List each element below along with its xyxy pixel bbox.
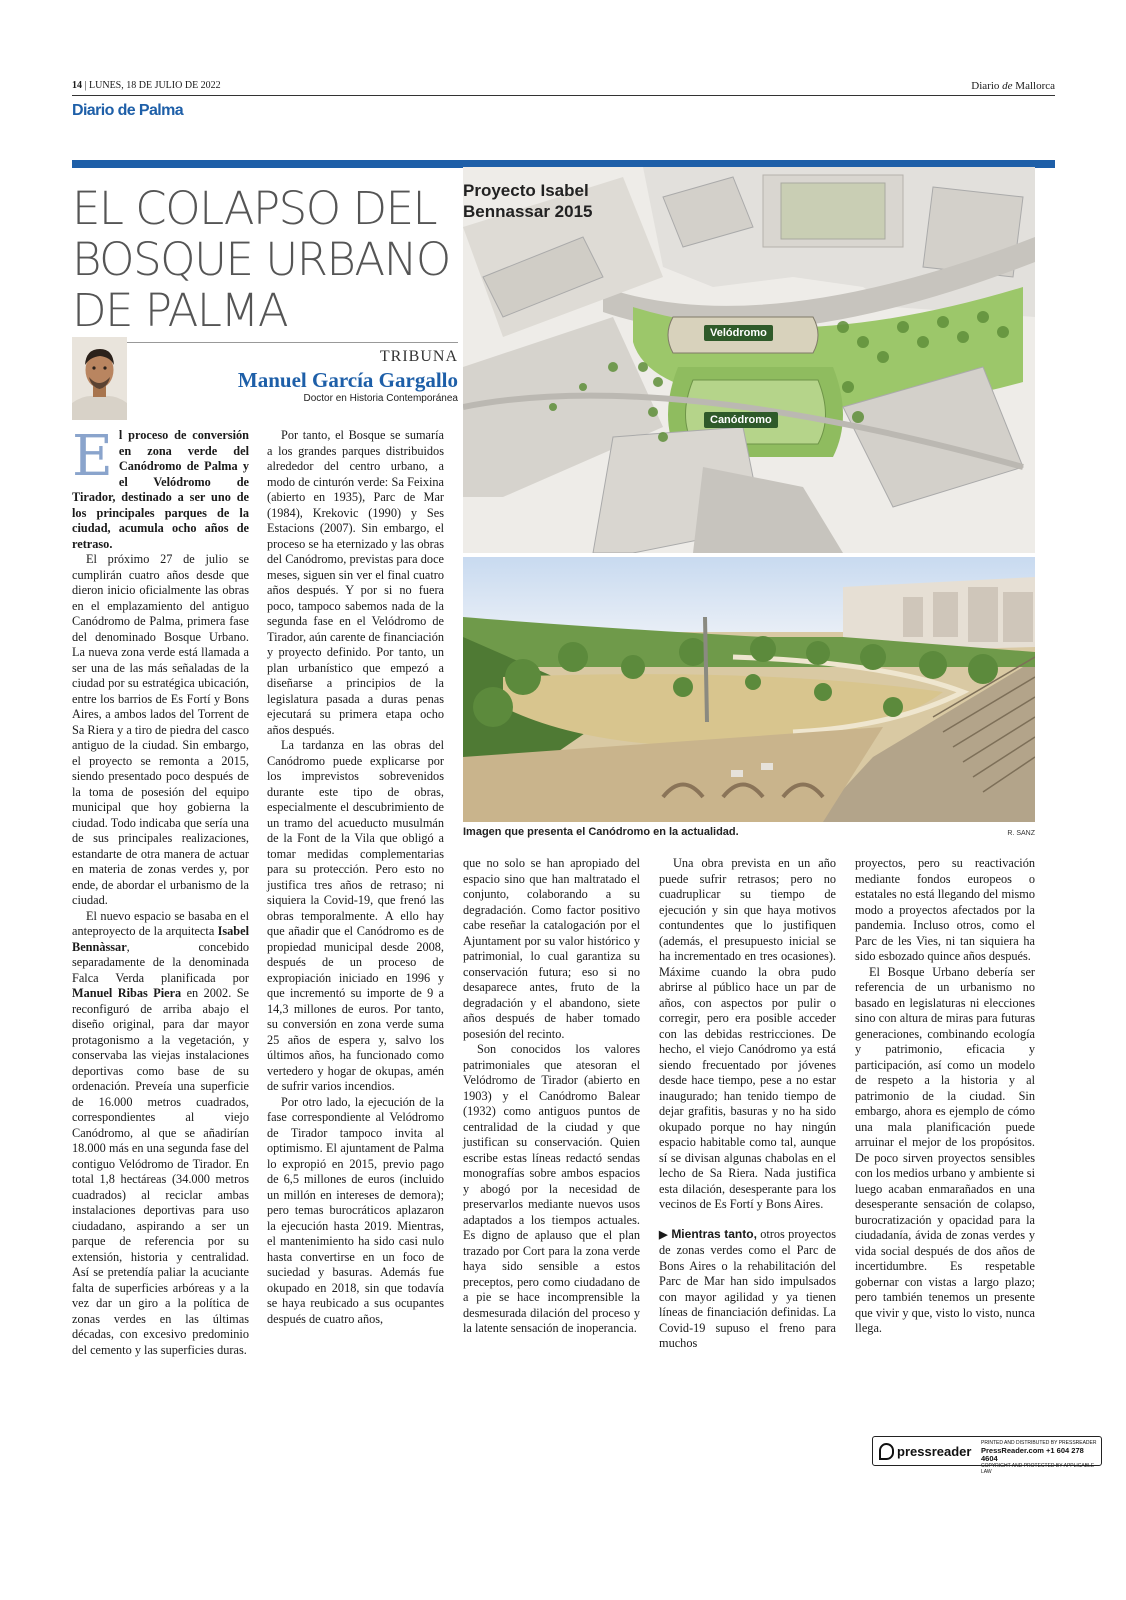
arrow-icon: ▶ (659, 1228, 668, 1241)
canodromo-label: Canódromo (704, 412, 778, 428)
article-paragraph: El nuevo espacio se basaba en el anteproyecto de la arquitecta Isabel Bennàssar, concebido separadamente de la denominada Falca Verda planificada por Manuel Ribas Piera en 2002. Se reconfiguró de arriba abajo el diseño original, para dar mayor protagonismo a la vegetación, y conservaba las viejas instalaciones deportivas como base de su ordenación. Preveía una superficie de 16.000 metros cuadrados, correspondientes al viejo Canódromo, al que se añadirían 18.000 más en una segunda fase del contiguo Velódromo de Tirador. En total 1,8 hectáreas (34.000 metros cuadrados) al reciclar ambas instalaciones deportivas para uso ciudadano, aspirando a ser un parque de referencia por su extensión, historia y centralidad. Así se pretendía paliar la acuciante falta de superficies arbóreas y a la vez dar un giro a la política de zonas verdes en las últimas décadas, con excesivo predominio del cemento y las superficies duras. (72, 908, 249, 1357)
article-paragraph: Son conocidos los valores patrimoniales que atesoran el Velódromo de Tirador (abierto en 1903) y el Canódromo Balear (1932) como antiguos puntos de centralidad de la ciudad y que justifican su conservación. Quien escribe estas líneas redactó sendas monografías sobre ambos espacios y abogó por la necesidad de preservarlos mediante nuevos usos adaptados a los tiempos actuales. Es digno de aplauso que el plan trazado por Cort para la zona verde haya sido sensible a estos preceptos, pero como ciudadano de a pie se hace incomprensible la desmesurada dilación del proceso y la latente sensación de inoperancia. (463, 1042, 640, 1335)
masthead-rule (72, 95, 1055, 96)
headline-line: EL COLAPSO DEL (72, 182, 437, 235)
pressreader-badge (872, 1436, 1102, 1475)
pressreader-text: PRINTED AND DISTRIBUTED BY PRESSREADER PressReader.com +1 604 278 4604 COPYRIGHT AND PROTECTED BY APPLICABLE LAW (981, 1440, 1097, 1475)
article-paragraph: ▶ Mientras tanto, otros proyectos de zonas verdes como el Parc de Bons Aires o la rehabilitación del Parc de Mar han sido impulsados con mayor agilidad y ya tienen líneas de financiación definidas. La Covid-19 supuso el freno para muchos (659, 1226, 836, 1350)
headline-line: BOSQUE URBANO (72, 233, 450, 286)
article-column-5 (855, 856, 1035, 1337)
canodromo-photo (463, 557, 1035, 822)
article-column-3 (463, 856, 640, 1337)
article-paragraph: La tardanza en las obras del Canódromo puede explicarse por los imprevistos sobrevenidos durante este tipo de obras, especialmente el descubrimiento de un tramo del acueducto musulmán de la Font de la Vila que obligó a tomar medidas complementarias para su protección. Pero esto no justifica tres años de retraso; ni siquiera la Covid-19, que frenó las obras temporalmente. A ello hay que añadir que el Canódromo es de propiedad municipal desde 2008, después de un proceso de expropiación iniciado en 1996 y que incrementó su importe de 9 a 14,3 millones de euros. Por tanto, su conversión en zona verde suma 25 años de espera y, salvo los últimos años, ha funcionado como vertedero y hogar de okupas, amén de sufrir varios incendios. (267, 738, 444, 1093)
article-column-4 (659, 856, 836, 1352)
author-role: Doctor en Historia Contemporánea (303, 393, 458, 404)
author-photo (72, 337, 127, 420)
tribuna-label: TRIBUNA (379, 348, 458, 365)
project-map (463, 167, 1035, 553)
pressreader-icon (879, 1443, 894, 1460)
lead-in: ▶ Mientras tanto, (659, 1226, 757, 1241)
velodromo-label: Velódromo (704, 325, 773, 341)
section-name: Diario de Palma (72, 102, 184, 119)
article-paragraph: El próximo 27 de julio se cumplirán cuatro años desde que dieron inicio oficialmente las obras en el emplazamiento del antiguo Canódromo de Palma, primera fase del denominado Bosque Urbano. La nueva zona verde está llamada a ser una de las más señaladas de la ciudad por su estratégica ubicación, entre los barrios de Es Fortí y Bons Aires, a ambos lados del Torrent de Sa Riera y a tiro de piedra del casco antiguo de la ciudad. Sin embargo, el proyecto se remonta a 2015, siendo presentado poco después de la toma de posesión del equipo municipal que hoy gobierna la ciudad. Todo indicaba que sería una de sus principales realizaciones, estandarte de otra manera de actuar en materia de zonas verdes y, por ende, de abordar el urbanismo de la ciudad. (72, 552, 249, 907)
article-paragraph: proyectos, pero su reactivación mediante fondos europeos o estatales no está llegando del mismo modo a proyectos afectados por la pandemia. Incluso otros, como el Parc de les Vies, ni tan siquiera ha sido esbozado quince años después. (855, 856, 1035, 963)
article-column-2 (267, 428, 444, 1327)
drop-cap: E (72, 424, 113, 489)
photo-credit: R. SANZ (1007, 830, 1035, 837)
headline (72, 183, 462, 336)
article-paragraph: Por otro lado, la ejecución de la fase correspondiente al Velódromo de Tirador tampoco invita al optimismo. El ajuntament de Palma lo expropió en 2015, previo pago de 6,5 millones de euros (incluido un millón en intereses de demora); pero temas burocráticos aplazaron la ejecución hasta 2019. Mientras, el mantenimiento ha sido casi nulo hasta convertirse en un foco de suciedad y basuras. Además fue okupado en 2018, sin que todavía se haya reubicado a sus ocupantes después de cuatro años, (267, 1094, 444, 1326)
article-paragraph: Una obra prevista en un año puede sufrir retrasos; pero no cuadruplicar su tiempo de ejecución y sin que haya motivos contundentes que lo justifiquen (además, el presupuesto inicial se ha incrementado en tres ocasiones). Máxime cuando la obra pudo abrirse al público hace un par de años, con aspectos por pulir o corregir, pero era posible acceder con las debidas restricciones. De hecho, el viejo Canódromo ya está siendo frecuentado por jóvenes desde hace tiempo, pese a no estar inaugurado; han tenido tiempo de dejar grafitis, basuras y no ha sido okupado porque no hay ningún espacio habitable como tal, aunque sí se divisan algunas chabolas en el lecho de Sa Riera. Nada justifica esta dilación, desesperante para los vecinos de Es Fortí y Bons Aires. (659, 856, 836, 1211)
article-paragraph: Por tanto, el Bosque se sumaría a los grandes parques distribuidos alrededor del centro urbano, a modo de cinturón verde: Sa Feixina (abierto en 1935), Parc de Mar (1984), Krekovic (1990) y Ses Estacions (2007). Sin embargo, el proceso se ha eternizado y las obras del Canódromo, previstas para doce meses, siguen sin ver el final cuatro años después. Y por si no fuera poco, tampoco sabemos nada de la segunda fase en el Velódromo de Tirador, aún carente de financiación y proyecto definido. Por tanto, un plan urbanístico que empezó a diseñarse a principios de la legislatura pasada a duras penas ejecutará su primera etapa ocho años después. (267, 428, 444, 737)
article-paragraph: El Bosque Urbano debería ser referencia de un urbanismo no basado en legislaturas ni elecciones sino con altura de miras para futuras generaciones, combinando ecología y patrimonio, eficacia y participación, así como un modelo de respeto a la historia y al patrimonio de la ciudad. Sin embargo, ahora es ejemplo de cómo una mala planificación puede arruinar el mejor de los propósitos. De poco sirven proyectos sensibles con los medios urbano y ambiente si luego acaban enmarañados en una desesperante sensación de colapso, burocratización y opacidad para la ciudadanía, ávida de zonas verdes y vida social después de dos años de incertidumbre. Es respetable gobernar con vistas a largo plazo; pero también tenemos un presente que vivir y que, visto lo visto, nunca llega. (855, 964, 1035, 1335)
article-paragraph: que no solo se han apropiado del espacio sino que han maltratado el conjunto, colaborando a su degradación. Como factor positivo cabe reseñar la catalogación por el Ajuntament por su valor histórico y patrimonial, lo cual garantiza su conservación futura; eso si no desaparece antes, fruto de la degradación y el abandono, siete años después de haber tomado posesión del recinto. (463, 856, 640, 1041)
article-paragraph: El proceso de conversión en zona verde del Canódromo de Palma y el Velódromo de Tirador, destinado a ser uno de los principales parques de la ciudad, acumula ocho años de retraso. (72, 424, 249, 551)
map-title: Proyecto Isabel Bennassar 2015 (463, 181, 593, 221)
paper-name: Diario de Mallorca (971, 80, 1055, 92)
pressreader-logo: pressreader (879, 1443, 971, 1460)
masthead: 14 | LUNES, 18 DE JULIO DE 2022 Diario de Mallorca (72, 80, 1055, 92)
author-name: Manuel García Gargallo (237, 368, 458, 392)
headline-line: DE PALMA (72, 284, 288, 337)
issue-date: LUNES, 18 DE JULIO DE 2022 (89, 80, 221, 91)
article-column-1 (72, 424, 249, 1358)
byline-rule (72, 342, 458, 343)
page-number: 14 (72, 80, 82, 91)
photo-caption: Imagen que presenta el Canódromo en la actualidad. (463, 826, 739, 838)
